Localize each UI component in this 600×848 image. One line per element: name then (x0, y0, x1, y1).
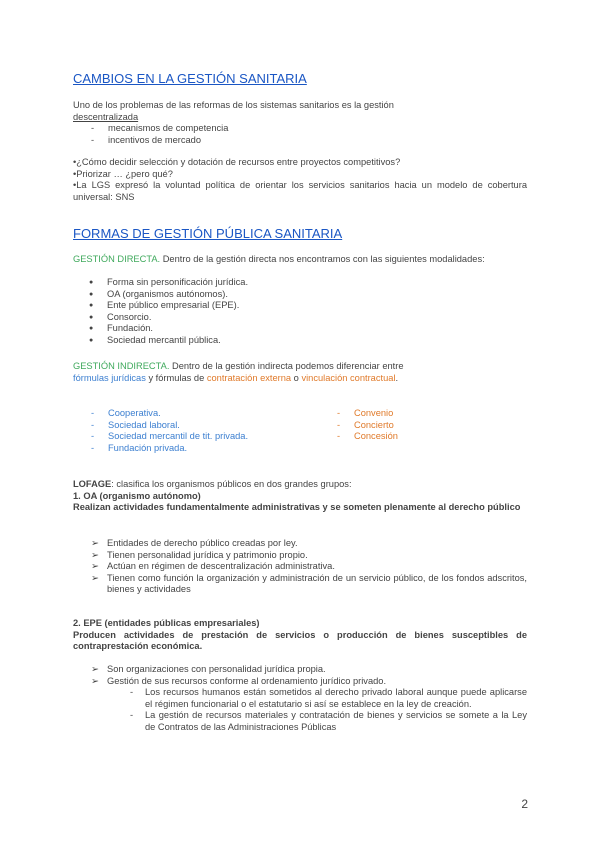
list-item: - incentivos de mercado (73, 135, 527, 147)
indirecta-text: Dentro de la gestión indirecta podemos diferenciar entre (169, 361, 404, 371)
sub-list-item: - La gestión de recursos materiales y contratación de bienes y servicios se somete a la Ley de Contratos de las Administraciones Públicas (73, 710, 527, 733)
oa-title: 1. OA (organismo autónomo) (73, 490, 201, 501)
list-item: - mecanismos de competencia (73, 123, 527, 135)
vinculacion-contractual: vinculación contractual (301, 372, 396, 383)
directa-list (73, 277, 527, 346)
list-item: ● Fundación. (73, 323, 527, 335)
list-item: ● Forma sin personificación jurídica. (73, 277, 527, 289)
epe-list (73, 664, 527, 733)
gestion-directa (73, 254, 527, 266)
list-item: ➢ Actúan en régimen de descentralización administrativa. (73, 561, 527, 573)
text-fragment: . (395, 372, 399, 383)
gestion-indirecta (73, 361, 527, 384)
sub-list-item: - Los recursos humanos están sometidos al derecho privado laboral aunque puede aplicarse el régimen funcionarial o el estatutario si así se establece en la ley de creación. (73, 687, 527, 710)
list-item: ● Sociedad mercantil pública. (73, 335, 527, 347)
question-1: •¿Cómo decidir selección y dotación de recursos entre proyectos competitivos? (73, 157, 401, 167)
epe-block (73, 618, 527, 653)
juridicas-list (73, 408, 303, 454)
list-item: ➢ Tienen personalidad jurídica y patrimonio propio. (73, 550, 527, 562)
list-item: - Convenio (337, 408, 527, 420)
list-item: ➢ Entidades de derecho público creadas por ley. (73, 538, 527, 550)
list-item: - Fundación privada. (73, 443, 303, 455)
list-item: ➢ Son organizaciones con personalidad jurídica propia. (73, 664, 527, 676)
list-item: ➢ Tienen como función la organización y administración de un servicio público, de los fondos adscritos, bienes y actividades (73, 573, 527, 596)
directa-text: Dentro de la gestión directa nos encontramos con las siguientes modalidades: (160, 254, 485, 264)
question-3: •La LGS expresó la voluntad política de orientar los servicios sanitarios hacia un modelo de cobertura universal: SNS (73, 180, 527, 202)
contratacion-list (337, 408, 527, 443)
intro-line: Uno de los problemas de las reformas de los sistemas sanitarios es la gestión (73, 100, 394, 110)
list-item: - Cooperativa. (73, 408, 303, 420)
question-2: •Priorizar … ¿pero qué? (73, 168, 173, 179)
oa-description: Realizan actividades fundamentalmente administrativas y se someten plenamente al derecho público (73, 502, 521, 512)
text-fragment: o (291, 372, 302, 383)
list-item: ● Consorcio. (73, 312, 527, 324)
oa-list (73, 538, 527, 596)
intro-underlined: descentralizada (73, 111, 139, 122)
sec1-intro (73, 100, 527, 146)
indirecta-label: GESTIÓN INDIRECTA. (73, 361, 170, 371)
list-item: - Concierto (337, 420, 527, 432)
list-item: - Sociedad mercantil de tit. privada. (73, 431, 303, 443)
list-item: ● Ente público empresarial (EPE). (73, 300, 527, 312)
list-item: - Concesión (337, 431, 527, 443)
section-title-formas: FORMAS DE GESTIÓN PÚBLICA SANITARIA (73, 226, 343, 241)
directa-label: GESTIÓN DIRECTA. (73, 254, 161, 264)
list-item: - Sociedad laboral. (73, 420, 303, 432)
section-title-cambios: CAMBIOS EN LA GESTIÓN SANITARIA (73, 71, 307, 86)
lofage-label: LOFAGE (73, 479, 112, 489)
epe-description: Producen actividades de prestación de servicios o producción de bienes susceptibles de contraprestación económica. (73, 629, 527, 651)
sec1-questions (73, 157, 527, 203)
list-item: ➢ Gestión de sus recursos conforme al ordenamiento jurídico privado. (73, 676, 527, 688)
epe-title: 2. EPE (entidades públicas empresariales) (73, 618, 260, 628)
lofage-block (73, 479, 527, 514)
formulas-juridicas: fórmulas jurídicas (73, 372, 146, 383)
lofage-text: : clasifica los organismos públicos en dos grandes grupos: (111, 479, 352, 489)
contratacion-externa: contratación externa (206, 372, 292, 383)
page-number: 2 (521, 797, 528, 811)
list-item: ● OA (organismos autónomos). (73, 289, 527, 301)
text-fragment: y fórmulas de (145, 372, 207, 383)
